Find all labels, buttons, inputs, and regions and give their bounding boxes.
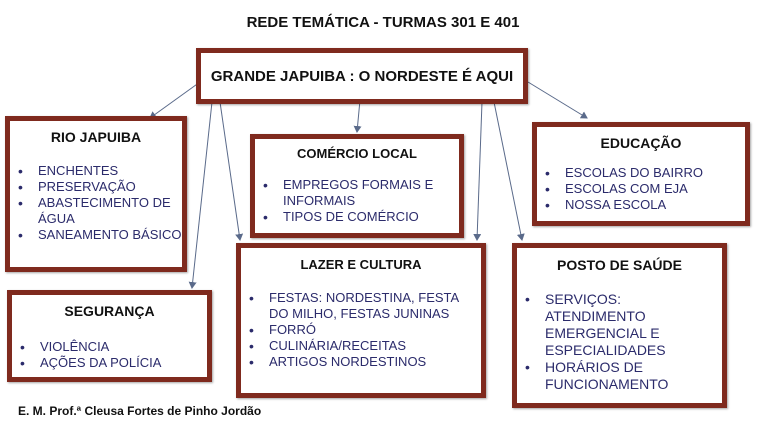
list-item: • HORÁRIOS DE FUNCIONAMENTO [517,359,722,393]
arrow-to-seguranca [192,102,212,288]
list-item: • ESCOLAS DO BAIRRO [537,165,745,181]
rio-japuiba-list [10,163,182,243]
list-item: • TIPOS DE COMÉRCIO [255,209,459,225]
arrow-to-educacao [528,82,587,118]
list-item: • VIOLÊNCIA [12,339,207,355]
list-item: • SANEAMENTO BÁSICO [10,227,182,243]
comercio-local-list [255,177,459,225]
comercio-local-title: COMÉRCIO LOCAL [297,146,417,161]
lazer-cultura-list [241,290,481,370]
list-item: • FORRÓ [241,322,481,338]
arrow-to-saude [494,102,522,240]
seguranca-box [7,290,212,382]
list-item: • AÇÕES DA POLÍCIA [12,355,207,371]
educacao-list [537,165,745,213]
posto-saude-title: POSTO DE SAÚDE [557,257,682,273]
lazer-cultura-title: LAZER E CULTURA [300,257,422,272]
list-item: • ESCOLAS COM EJA [537,181,745,197]
list-item: • PRESERVAÇÃO [10,179,182,195]
list-item: • ENCHENTES [10,163,182,179]
center-topic-title: GRANDE JAPUIBA : O NORDESTE É AQUI [210,68,514,85]
list-item: • EMPREGOS FORMAIS E INFORMAIS [255,177,459,209]
rio-japuiba-box [5,116,187,272]
educacao-title: EDUCAÇÃO [600,135,682,151]
list-item: • ABASTECIMENTO DE ÁGUA [10,195,182,227]
rio-japuiba-title: RIO JAPUIBA [50,129,142,145]
list-item: • SERVIÇOS: ATENDIMENTO EMERGENCIAL E ESPECIALIDADES [517,291,722,359]
arrow-to-rio [150,82,200,118]
seguranca-list [12,339,207,371]
posto-saude-box [512,243,727,408]
arrow-to-lazer-right [477,102,482,240]
list-item: • FESTAS: NORDESTINA, FESTA DO MILHO, FESTAS JUNINAS [241,290,481,322]
posto-saude-list [517,291,722,393]
comercio-local-box [250,134,464,238]
list-item: • NOSSA ESCOLA [537,197,745,213]
educacao-box [532,122,750,226]
school-footer: E. M. Prof.ª Cleusa Fortes de Pinho Jordão [18,404,262,418]
page-title: REDE TEMÁTICA - TURMAS 301 E 401 [246,14,520,31]
seguranca-title: SEGURANÇA [64,303,155,319]
arrow-to-comercio [357,100,360,132]
arrow-to-lazer [220,102,240,240]
list-item: • CULINÁRIA/RECEITAS [241,338,481,354]
lazer-cultura-box [236,243,486,398]
center-topic-box [196,48,528,104]
list-item: • ARTIGOS NORDESTINOS [241,354,481,370]
